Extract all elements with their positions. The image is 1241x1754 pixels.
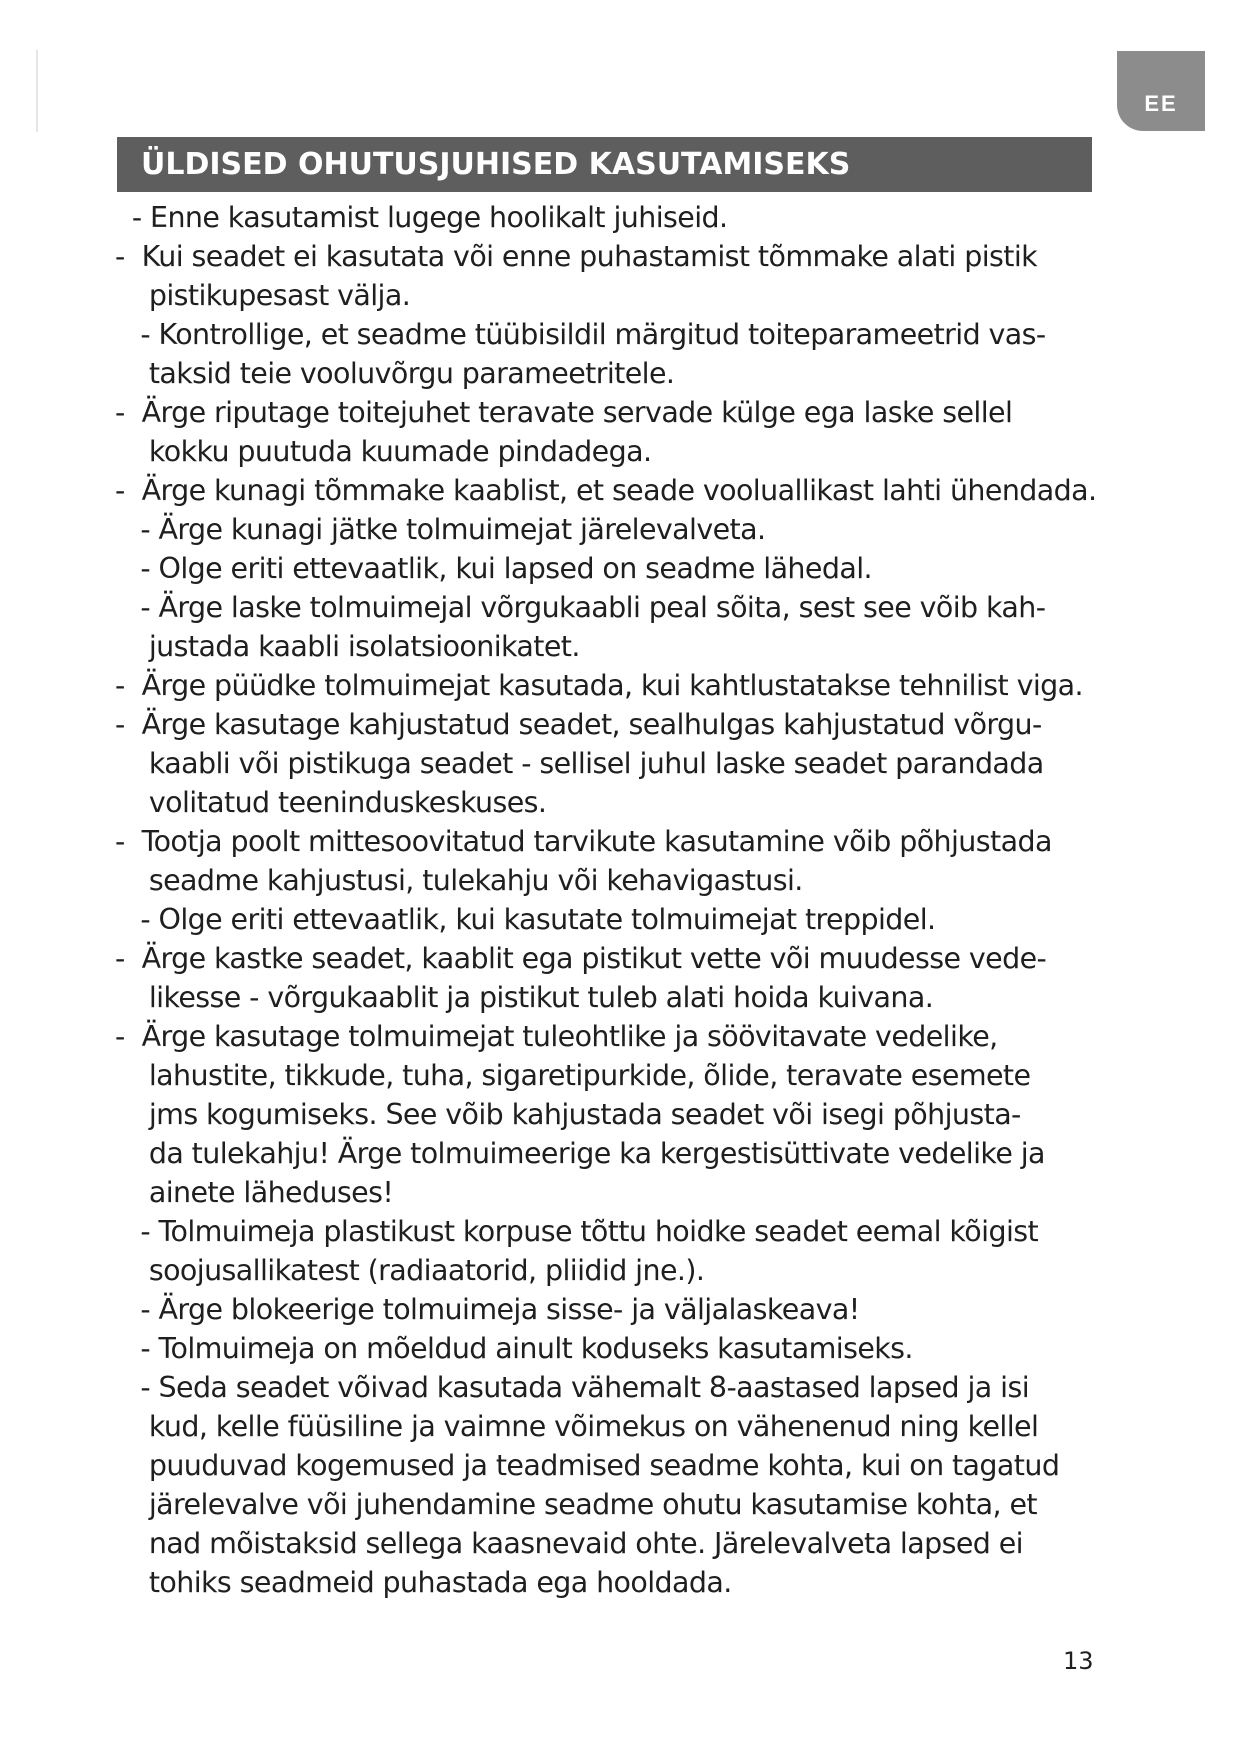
text-line: likesse - võrgukaablit ja pistikut tuleb alati hoida kuivana.: [115, 981, 934, 1014]
text-line: da tulekahju! Ärge tolmuimeerige ka kergestisüttivate vedelike ja: [115, 1137, 1045, 1170]
text-line: jms kogumiseks. See võib kahjustada seadet või isegi põhjusta-: [115, 1098, 1021, 1131]
text-line: volitatud teeninduskeskuses.: [115, 786, 547, 819]
text-line: seadme kahjustusi, tulekahju või kehavigastusi.: [115, 864, 803, 897]
text-line: kud, kelle füüsiline ja vaimne võimekus on vähenenud ning kellel: [115, 1410, 1039, 1443]
text-line: tohiks seadmeid puhastada ega hooldada.: [115, 1566, 732, 1599]
text-line: - Olge eriti ettevaatlik, kui kasutate tolmuimejat treppidel.: [115, 903, 936, 936]
text-line: - Ärge kunagi jätke tolmuimejat järelevalveta.: [115, 513, 766, 546]
text-line: kaabli või pistikuga seadet - sellisel juhul laske seadet parandada: [115, 747, 1044, 780]
text-line: soojusallikatest (radiaatorid, pliidid jne.).: [115, 1254, 705, 1287]
text-line: justada kaabli isolatsioonikatet.: [115, 630, 580, 663]
section-title: ÜLDISED OHUTUSJUHISED KASUTAMISEKS: [117, 137, 1092, 192]
text-line: - Tootja poolt mittesoovitatud tarvikute kasutamine võib põhjustada: [115, 825, 1052, 858]
text-line: taksid teie vooluvõrgu parameetritele.: [115, 357, 675, 390]
text-line: - Ärge kastke seadet, kaablit ega pistikut vette või muudesse vede-: [115, 942, 1047, 975]
text-line: - Seda seadet võivad kasutada vähemalt 8-aastased lapsed ja isi: [115, 1371, 1030, 1404]
safety-instructions-text: [115, 198, 1125, 1602]
text-line: - Ärge kasutage kahjustatud seadet, sealhulgas kahjustatud võrgu-: [115, 708, 1042, 741]
text-line: - Ärge kasutage tolmuimejat tuleohtlike ja söövitavate vedelike,: [115, 1020, 998, 1053]
text-line: ainete läheduses!: [115, 1176, 394, 1209]
text-line: järelevalve või juhendamine seadme ohutu kasutamise kohta, et: [115, 1488, 1037, 1521]
text-line: pistikupesast välja.: [115, 279, 411, 312]
text-line: - Ärge riputage toitejuhet teravate servade külge ega laske sellel: [115, 396, 1013, 429]
text-line: - Tolmuimeja on mõeldud ainult koduseks kasutamiseks.: [115, 1332, 913, 1365]
text-line: - Tolmuimeja plastikust korpuse tõttu hoidke seadet eemal kõigist: [115, 1215, 1039, 1248]
text-line: - Olge eriti ettevaatlik, kui lapsed on seadme lähedal.: [115, 552, 872, 585]
text-line: - Ärge blokeerige tolmuimeja sisse- ja väljalaskeava!: [115, 1293, 860, 1326]
text-line: - Kui seadet ei kasutata või enne puhastamist tõmmake alati pistik: [115, 240, 1038, 273]
text-line: - Enne kasutamist lugege hoolikalt juhiseid.: [115, 201, 728, 234]
text-line: - Kontrollige, et seadme tüübisildil märgitud toiteparameetrid vas-: [115, 318, 1046, 351]
language-tab: EE: [1117, 51, 1205, 131]
text-line: - Ärge kunagi tõmmake kaablist, et seade vooluallikast lahti ühendada.: [115, 474, 1097, 507]
page-number: 13: [1063, 1647, 1094, 1675]
text-line: puuduvad kogemused ja teadmised seadme kohta, kui on tagatud: [115, 1449, 1060, 1482]
text-line: kokku puutuda kuumade pindadega.: [115, 435, 652, 468]
text-line: nad mõistaksid sellega kaasnevaid ohte. Järelevalveta lapsed ei: [115, 1527, 1023, 1560]
text-line: - Ärge püüdke tolmuimejat kasutada, kui kahtlustatakse tehnilist viga.: [115, 669, 1083, 702]
page-edge-line: [36, 50, 38, 132]
text-line: - Ärge laske tolmuimejal võrgukaabli peal sõita, sest see võib kah-: [115, 591, 1046, 624]
text-line: lahustite, tikkude, tuha, sigaretipurkide, õlide, teravate esemete: [115, 1059, 1031, 1092]
